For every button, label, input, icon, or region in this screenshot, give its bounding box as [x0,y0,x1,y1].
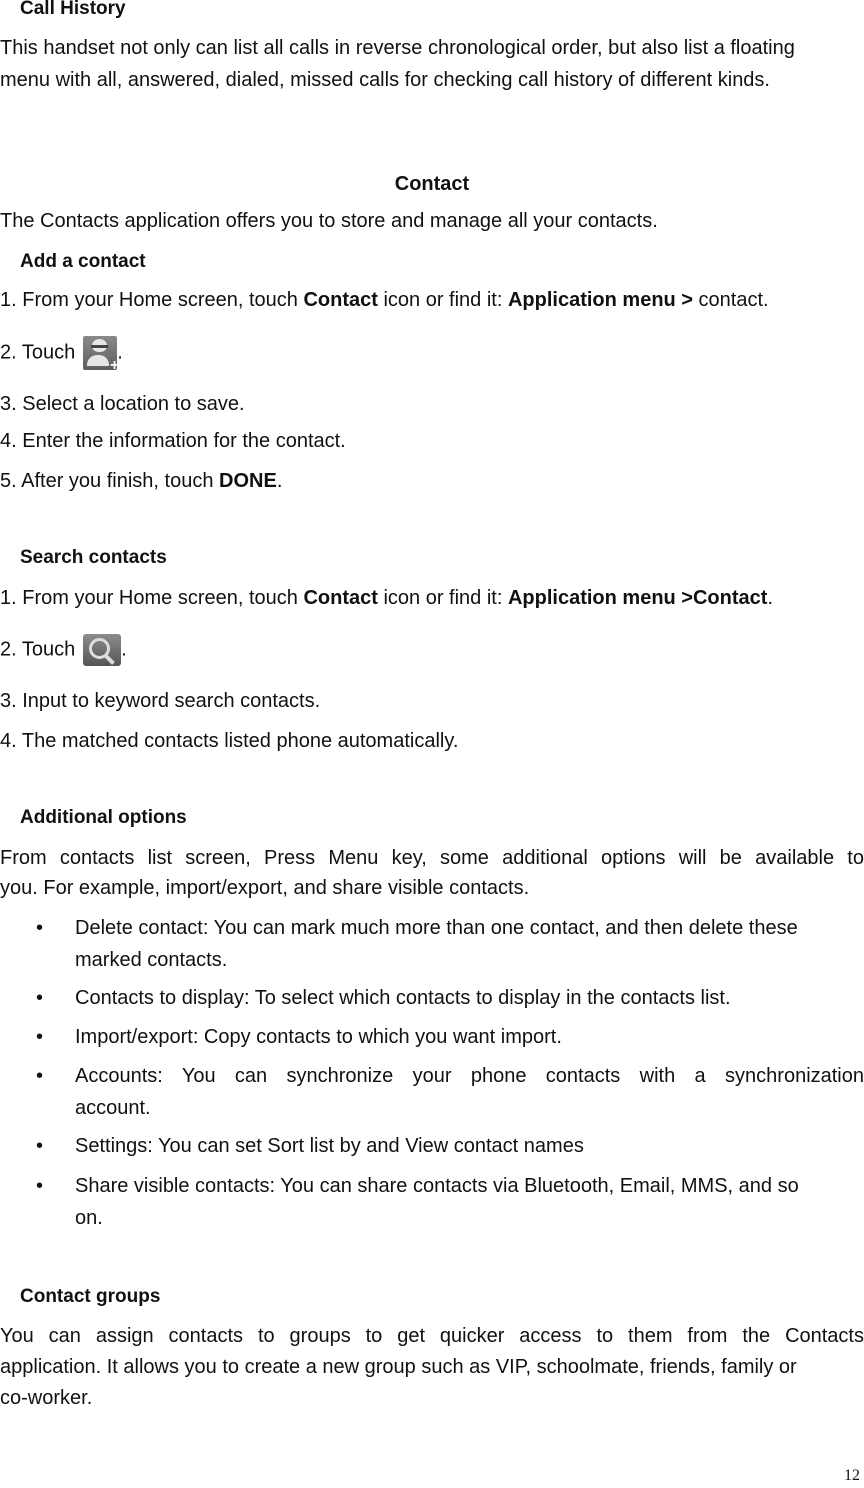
contact-groups-heading: Contact groups [20,1286,161,1307]
add-step-5-text: 5. After you finish, touch [0,470,220,492]
search-step-1-app-menu: Application menu >Contact [507,587,768,609]
option-accounts-2: account. [75,1097,151,1119]
contact-intro: The Contacts application offers you to store and manage all your contacts. [0,210,658,232]
option-settings: Settings: You can set Sort list by and View contact names [75,1135,584,1157]
add-step-1-contact: Contact [303,289,378,311]
option-import-export: Import/export: Copy contacts to which you want import. [75,1026,562,1048]
options-intro-2: you. For example, import/export, and share visible contacts. [0,877,530,899]
bullet-6: • [36,1175,44,1197]
add-step-1 [0,288,769,312]
bullet-5: • [36,1135,44,1157]
search-step-1 [0,586,773,610]
search-step-2 [0,631,127,671]
option-share-visible-2: on. [75,1207,103,1229]
contact-groups-text-1: You can assign contacts to groups to get quicker access to them from the Contacts [0,1325,864,1347]
option-accounts-1: Accounts: You can synchronize your phone contacts with a synchronization [75,1065,864,1087]
call-history-text-2: menu with all, answered, dialed, missed calls for checking call history of different kinds. [0,69,770,91]
add-step-1-end: contact. [693,289,769,311]
contact-title: Contact [394,173,470,195]
add-step-2-text: 2. Touch [0,341,76,364]
bullet-4: • [36,1065,44,1087]
add-step-1-text-2: icon or find it: [377,289,508,311]
search-step-2-text: 2. Touch [0,638,76,661]
add-step-5-done: DONE [219,470,277,492]
add-step-2-end: . [117,341,123,364]
add-step-5 [0,469,282,493]
search-step-2-end: . [121,638,127,661]
add-step-2 [0,334,123,374]
search-step-1-text-2: icon or find it: [377,587,508,609]
option-delete-contact-2: marked contacts. [75,949,228,971]
add-step-4: 4. Enter the information for the contact. [0,430,346,452]
bullet-1: • [36,917,44,939]
additional-options-heading: Additional options [20,807,187,828]
call-history-heading: Call History [20,0,126,19]
options-intro-1: From contacts list screen, Press Menu key, some additional options will be available to [0,847,864,869]
search-step-1-contact: Contact [303,587,378,609]
page-number: 12 [844,1467,860,1484]
add-step-5-end: . [276,470,283,492]
option-share-visible-1: Share visible contacts: You can share contacts via Bluetooth, Email, MMS, and so [75,1175,799,1197]
add-contact-icon: + [83,336,117,370]
search-step-4: 4. The matched contacts listed phone automatically. [0,730,459,752]
option-delete-contact-1: Delete contact: You can mark much more than one contact, and then delete these [75,917,798,939]
add-step-1-app-menu: Application menu > [507,289,693,311]
bullet-2: • [36,987,44,1009]
bullet-3: • [36,1026,44,1048]
contact-groups-text-3: co-worker. [0,1387,93,1409]
search-step-3: 3. Input to keyword search contacts. [0,690,321,712]
search-contacts-heading: Search contacts [20,547,167,568]
add-step-3: 3. Select a location to save. [0,393,245,415]
add-contact-heading: Add a contact [20,251,146,272]
search-step-1-end: . [767,587,773,609]
search-step-1-text: 1. From your Home screen, touch [0,587,304,609]
option-contacts-to-display: Contacts to display: To select which contacts to display in the contacts list. [75,987,731,1009]
contact-groups-text-2: application. It allows you to create a new group such as VIP, schoolmate, friends, family or [0,1356,797,1378]
call-history-text-1: This handset not only can list all calls in reverse chronological order, but also list a floating [0,37,795,59]
search-icon [83,634,121,666]
add-step-1-text: 1. From your Home screen, touch [0,289,304,311]
